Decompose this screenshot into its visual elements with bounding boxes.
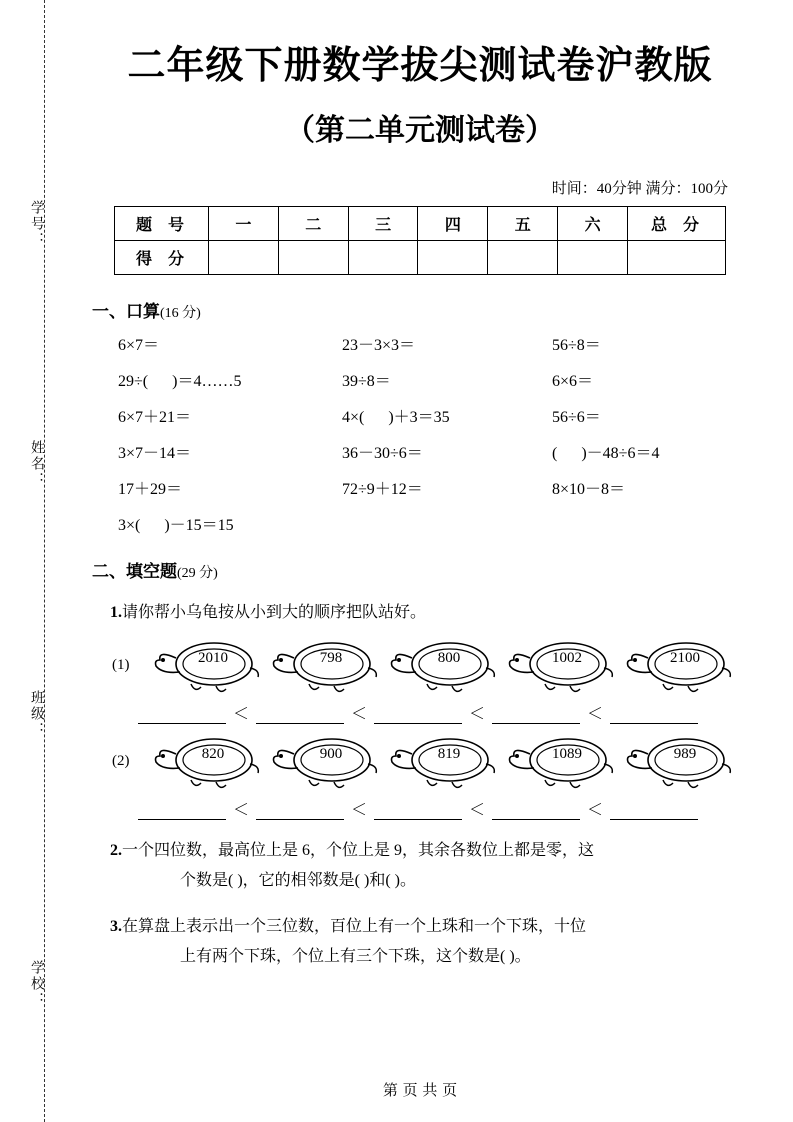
score-table-header-4: 四 (418, 207, 488, 241)
calc-item[interactable]: 72÷9＋12＝ (342, 481, 423, 498)
turtle-number: 2010 (198, 650, 228, 666)
turtle-figure (264, 634, 382, 696)
less-than-sign: ＜ (586, 706, 603, 723)
answer-blank[interactable] (492, 705, 580, 724)
side-label-school: 学校： (29, 960, 44, 1008)
question-2-line-2[interactable]: 个数是( )，它的相邻数是( )和( )。 (180, 872, 416, 889)
turtle-number: 1089 (552, 746, 582, 762)
turtle-figure (618, 730, 736, 792)
score-table-header-5: 五 (488, 207, 558, 241)
calc-row (118, 476, 758, 499)
table-row (115, 207, 726, 241)
question-3-line-2[interactable]: 上有两个下珠，个位上有三个下珠，这个数是( )。 (180, 948, 531, 965)
calc-item[interactable]: 56÷8＝ (552, 337, 601, 354)
score-cell-5[interactable] (488, 241, 558, 275)
score-table-header-3: 三 (348, 207, 418, 241)
answer-row-2 (138, 794, 770, 820)
section-2-title: 二、填空题 (92, 562, 177, 582)
score-table (114, 206, 726, 275)
calc-item[interactable]: 6×6＝ (552, 373, 594, 390)
score-table-header-1: 一 (209, 207, 279, 241)
score-table-header-label: 题 号 (115, 207, 209, 241)
answer-blank[interactable] (138, 801, 226, 820)
less-than-sign: ＜ (232, 802, 249, 819)
section-2-points: (29 分) (177, 566, 218, 581)
score-table-score-label: 得 分 (115, 241, 209, 275)
oral-calculation-grid (118, 332, 758, 535)
page-footer: 第 页 共 页 (382, 1081, 458, 1099)
less-than-sign: ＜ (468, 802, 485, 819)
calc-row (118, 404, 758, 427)
turtle-number: 820 (201, 746, 225, 762)
section-2-heading (92, 557, 770, 582)
calc-item[interactable]: 3×( )－15＝15 (118, 517, 234, 534)
question-2-number: 2. (110, 842, 122, 859)
question-3 (110, 912, 770, 972)
page-title: 二年级下册数学拔尖测试卷沪教版 (127, 43, 713, 87)
calc-item[interactable]: 4×( )＋3＝35 (342, 409, 450, 426)
answer-blank[interactable] (374, 705, 462, 724)
calc-item[interactable]: 29÷( )＝4……5 (118, 373, 242, 390)
turtle-figure (382, 634, 500, 696)
side-label-name: 姓名： (29, 440, 44, 488)
question-1-text: 请你帮小乌龟按从小到大的顺序把队站好。 (122, 604, 427, 621)
question-2 (110, 836, 770, 896)
turtle-figure (382, 730, 500, 792)
question-3-line-1 (110, 912, 770, 942)
score-table-header-6: 六 (558, 207, 628, 241)
calc-row (118, 368, 758, 391)
question-2-text-1: 一个四位数，最高位上是 6，个位上是 9，其余各数位上都是零，这 (122, 842, 595, 859)
section-1-title: 一、口算 (92, 302, 160, 322)
section-1-points: (16 分) (160, 306, 201, 321)
calc-row (118, 512, 758, 535)
side-label-student-id: 学号： (29, 200, 44, 248)
turtle-figure (146, 634, 264, 696)
answer-blank[interactable] (610, 801, 698, 820)
score-cell-6[interactable] (558, 241, 628, 275)
answer-blank[interactable] (256, 705, 344, 724)
side-label-group (16, 0, 46, 1122)
question-2-line-1 (110, 836, 770, 866)
score-cell-2[interactable] (278, 241, 348, 275)
turtle-group-1-label: (1) (112, 656, 130, 673)
calc-row (118, 440, 758, 463)
less-than-sign: ＜ (586, 802, 603, 819)
turtle-number: 2100 (670, 650, 700, 666)
calc-item[interactable]: ( )－48÷6＝4 (552, 445, 660, 462)
score-cell-total[interactable] (628, 241, 726, 275)
turtle-row-2 (112, 730, 770, 792)
answer-blank[interactable] (374, 801, 462, 820)
turtle-number: 1002 (552, 650, 582, 666)
exam-timing-info: 时间：40分钟 满分：100分 (551, 181, 728, 197)
calc-item[interactable]: 6×7＋21＝ (118, 409, 192, 426)
turtle-number: 900 (319, 746, 343, 762)
turtle-figure (618, 634, 736, 696)
calc-item[interactable]: 39÷8＝ (342, 373, 391, 390)
question-1-number: 1. (110, 604, 122, 621)
calc-item[interactable]: 17＋29＝ (118, 481, 183, 498)
answer-blank[interactable] (492, 801, 580, 820)
turtle-figure (146, 730, 264, 792)
answer-blank[interactable] (610, 705, 698, 724)
calc-item[interactable]: 6×7＝ (118, 337, 160, 354)
question-1 (110, 598, 770, 628)
page-content (70, 0, 770, 1122)
turtle-group-2-label: (2) (112, 752, 130, 769)
calc-item[interactable]: 3×7－14＝ (118, 445, 192, 462)
calc-item[interactable]: 8×10－8＝ (552, 481, 626, 498)
turtle-number: 798 (319, 650, 343, 666)
answer-row-1 (138, 698, 770, 724)
turtle-figure (500, 730, 618, 792)
calc-item[interactable]: 36－30÷6＝ (342, 445, 423, 462)
score-cell-4[interactable] (418, 241, 488, 275)
turtle-number: 819 (437, 746, 461, 762)
calc-row (118, 332, 758, 355)
score-table-header-total: 总 分 (628, 207, 726, 241)
less-than-sign: ＜ (350, 706, 367, 723)
turtle-number: 800 (437, 650, 461, 666)
answer-blank[interactable] (256, 801, 344, 820)
answer-blank[interactable] (138, 705, 226, 724)
section-1-heading (92, 297, 770, 322)
side-label-class: 班级： (29, 690, 44, 738)
score-cell-1[interactable] (209, 241, 279, 275)
question-3-number: 3. (110, 918, 122, 935)
turtle-number: 989 (673, 746, 697, 762)
less-than-sign: ＜ (350, 802, 367, 819)
turtle-row-1 (112, 634, 770, 696)
calc-item[interactable]: 56÷6＝ (552, 409, 601, 426)
calc-item[interactable]: 23－3×3＝ (342, 337, 416, 354)
less-than-sign: ＜ (232, 706, 249, 723)
less-than-sign: ＜ (468, 706, 485, 723)
turtle-figure (500, 634, 618, 696)
score-table-header-2: 二 (278, 207, 348, 241)
table-row (115, 241, 726, 275)
turtle-figure (264, 730, 382, 792)
score-cell-3[interactable] (348, 241, 418, 275)
page-subtitle: （第二单元测试卷） (285, 113, 555, 148)
question-3-text-1: 在算盘上表示出一个三位数，百位上有一个上珠和一个下珠，十位 (122, 918, 587, 935)
